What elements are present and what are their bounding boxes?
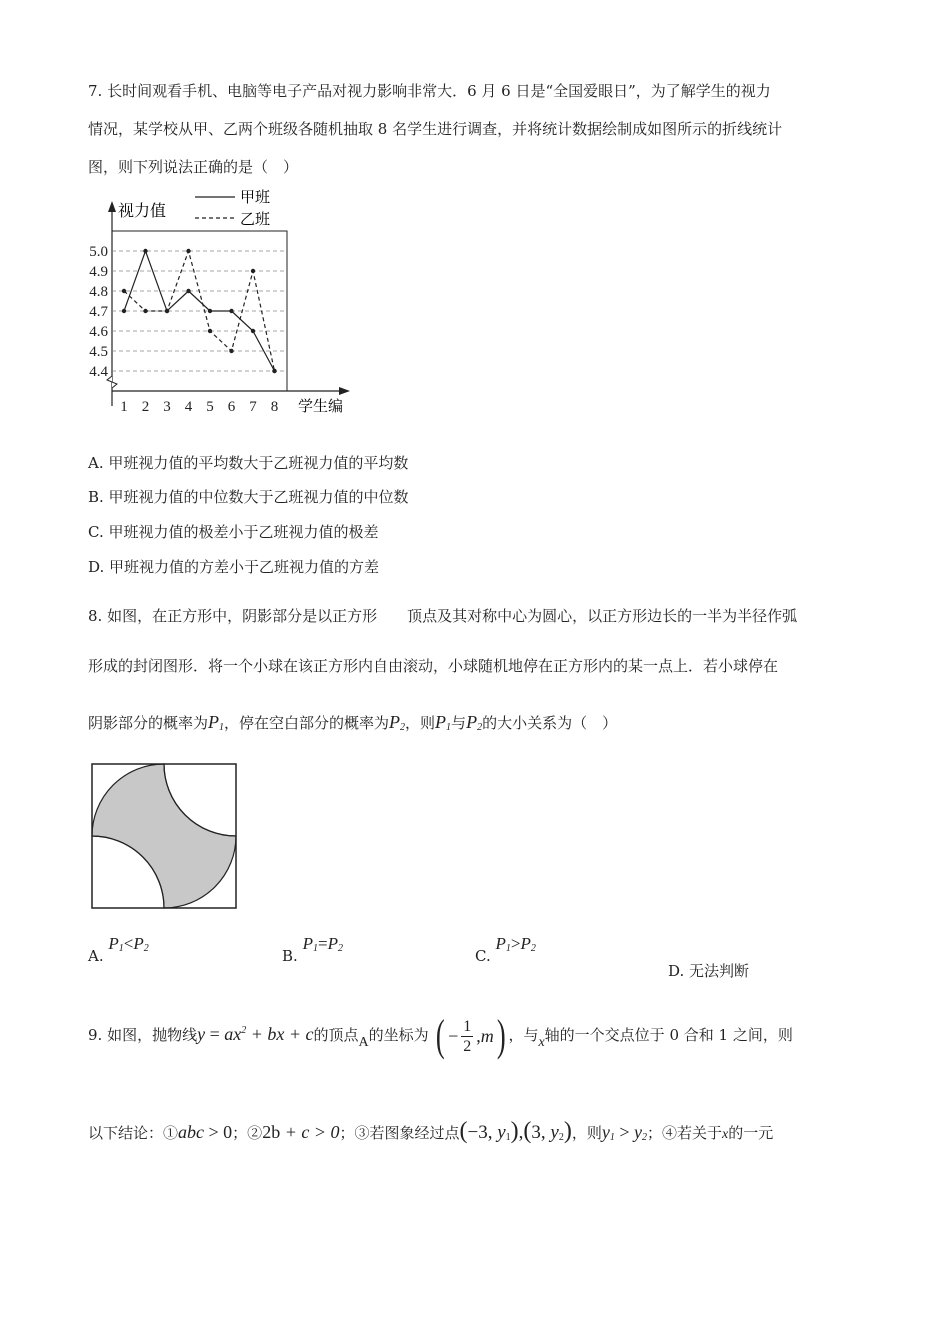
q8-line3: 阴影部分的概率为$P_1$，停在空白部分的概率为$P_2$，则$P_1$与$P_2$的大小关系为（ ） <box>88 712 618 733</box>
x-axis-arrow <box>339 387 350 395</box>
q7-option-a: A. 甲班视力值的平均数大于乙班视力值的平均数 <box>88 454 409 472</box>
data-point <box>143 249 147 253</box>
shaded-region <box>92 764 236 908</box>
data-point <box>251 269 255 273</box>
y-tick-label: 4.8 <box>89 284 108 300</box>
x-axis-label: 学生编 <box>298 397 344 415</box>
legend-label-jia: 甲班 <box>240 188 271 206</box>
q9-line2: 以下结论：①abc > 0；②2b + c > 0；③若图象经过点(−3, $y_1),(3$, $y_2$)，则$y_1 > y_2$；④若关于x的一元 <box>88 1118 774 1144</box>
data-point <box>186 249 190 253</box>
y-tick-label: 4.4 <box>89 364 108 380</box>
x-tick-label: 4 <box>184 399 193 415</box>
legend-label-yi: 乙班 <box>240 210 271 228</box>
data-point <box>208 309 212 313</box>
q7-stem-line3: 图，则下列说法正确的是（ ） <box>88 158 299 176</box>
q9-line1: 9. 如图，抛物线$y = ax^2$ + bx + c的顶点A的坐标为 ( − $\frac{1}{2}$ , m ) ，与x轴的一个交点位于 0 合和 1 之间，则 <box>88 1011 793 1060</box>
data-point <box>122 289 126 293</box>
y-tick-label: 4.6 <box>89 324 108 340</box>
q8-option-a: A. $P_1<P_2$ <box>88 934 149 965</box>
x-tick-label: 7 <box>249 399 257 415</box>
data-point <box>229 349 233 353</box>
x-tick-label: 5 <box>206 399 214 415</box>
q7-option-c: C. 甲班视力值的极差小于乙班视力值的极差 <box>88 523 379 541</box>
q8-option-c: C. $P_1>P_2$ <box>475 934 536 965</box>
x-tick-label: 3 <box>163 399 171 415</box>
y-axis-label: 视力值 <box>118 201 167 220</box>
square-arc-figure <box>88 760 242 914</box>
q7-option-b: B. 甲班视力值的中位数大于乙班视力值的中位数 <box>88 488 409 506</box>
x-tick-label: 8 <box>270 399 279 415</box>
q8-line2: 形成的封闭图形．将一个小球在该正方形内自由滚动，小球随机地停在正方形内的某一点上．若小球停在 <box>88 657 779 675</box>
x-tick-label: 1 <box>120 399 128 415</box>
y-tick-label: 5.0 <box>89 244 108 260</box>
q7-stem-line2: 情况，某学校从甲、乙两个班级各随机抽取 8 名学生进行调查，并将统计数据绘制成如图所示的折线统计 <box>88 120 783 138</box>
q8-line1: 8. 如图，在正方形中，阴影部分是以正方形 顶点及其对称中心为圆心，以正方形边长的一半为半径作弧 <box>88 607 798 625</box>
y-tick-label: 4.7 <box>89 304 108 320</box>
q8-option-b: B. $P_1=P_2$ <box>282 934 343 965</box>
data-point <box>208 329 212 333</box>
data-point <box>143 309 147 313</box>
data-point <box>272 369 276 373</box>
vision-line-chart <box>80 186 370 418</box>
axis-break <box>107 376 117 388</box>
data-point <box>251 329 255 333</box>
data-point <box>186 289 190 293</box>
data-point <box>229 309 233 313</box>
y-tick-label: 4.5 <box>89 344 108 360</box>
q7-stem-line1: 7. 长时间观看手机、电脑等电子产品对视力影响非常大．6 月 6 日是“全国爱眼日”，为了解学生的视力 <box>88 82 771 100</box>
x-tick-label: 2 <box>141 399 150 415</box>
data-point <box>122 309 126 313</box>
q8-option-d: D. 无法判断 <box>668 962 750 980</box>
y-tick-label: 4.9 <box>89 264 108 280</box>
data-point <box>165 309 169 313</box>
x-tick-label: 6 <box>227 399 236 415</box>
y-axis-arrow <box>108 201 116 212</box>
q7-option-d: D. 甲班视力值的方差小于乙班视力值的方差 <box>88 558 380 576</box>
